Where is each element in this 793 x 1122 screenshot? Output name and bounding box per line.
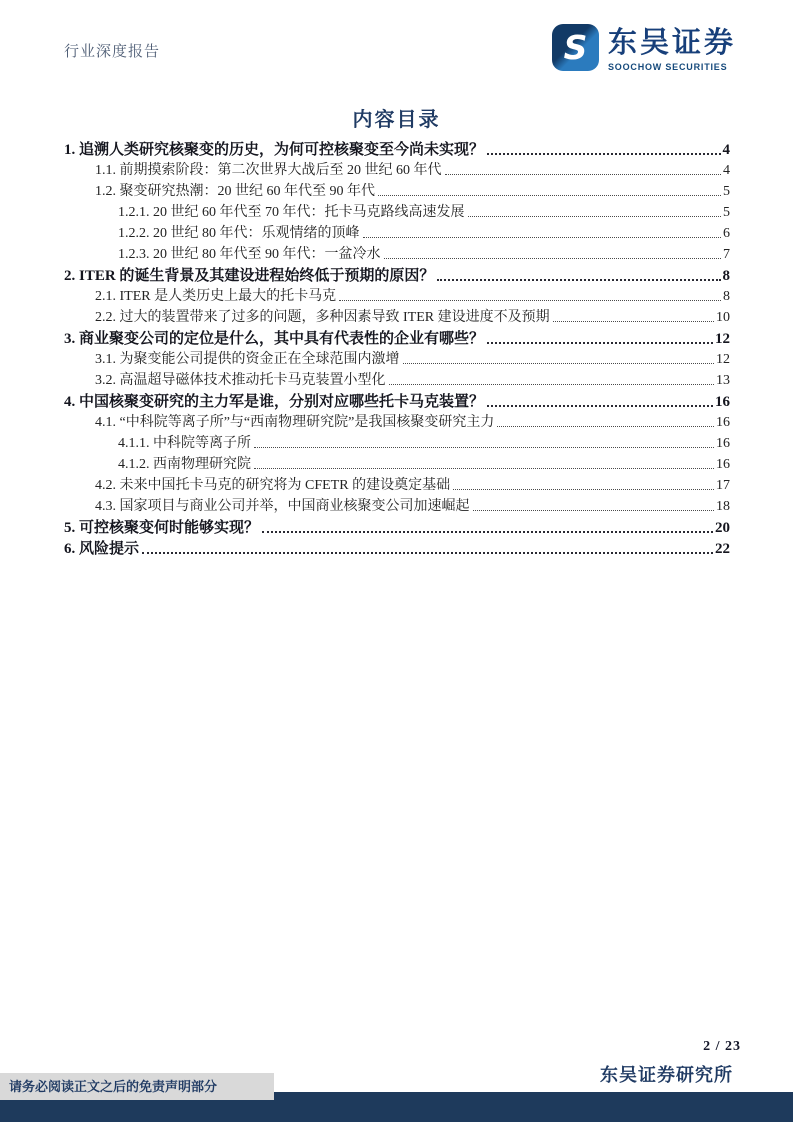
toc-page-number: 5 — [723, 184, 730, 199]
toc-entry-label: 3. 商业聚变公司的定位是什么，其中具有代表性的企业有哪些？ — [64, 331, 485, 347]
toc-leader-dots — [403, 363, 715, 364]
toc-entry-label: 3.2. 高温超导磁体技术推动托卡马克装置小型化 — [95, 373, 386, 388]
toc-page-number: 12 — [715, 331, 730, 347]
toc-entry[interactable] — [64, 327, 730, 348]
toc-leader-dots — [453, 489, 714, 490]
toc-leader-dots — [487, 153, 720, 155]
toc-entry[interactable] — [64, 201, 730, 222]
toc-entry[interactable] — [64, 516, 730, 537]
toc-page-number: 10 — [716, 310, 730, 325]
toc-entry-label: 1.2.2. 20 世纪 80 年代：乐观情绪的顶峰 — [118, 226, 360, 241]
toc-page-number: 20 — [715, 520, 730, 536]
toc-entry-label: 5. 可控核聚变何时能够实现？ — [64, 520, 260, 536]
toc-page-number: 4 — [722, 142, 730, 158]
research-institute-label: 东吴证券研究所 — [600, 1065, 733, 1085]
toc-leader-dots — [389, 384, 715, 385]
toc-entry-label: 2. ITER 的诞生背景及其建设进程始终低于预期的原因？ — [64, 268, 435, 284]
toc-page-number: 16 — [716, 457, 730, 472]
toc-entry[interactable] — [64, 180, 730, 201]
toc-entry[interactable] — [64, 348, 730, 369]
toc-leader-dots — [553, 321, 714, 322]
toc-page-number: 7 — [723, 247, 730, 262]
toc-page-number: 4 — [723, 163, 730, 178]
toc-entry-label: 4.1.1. 中科院等离子所 — [118, 436, 251, 451]
toc-entry[interactable] — [64, 369, 730, 390]
brand-name-en: SOOCHOW SECURITIES — [607, 61, 728, 72]
toc-leader-dots — [468, 216, 722, 217]
toc-entry[interactable] — [64, 390, 730, 411]
disclaimer-note: 请务必阅读正文之后的免责声明部分 — [0, 1073, 274, 1100]
toc-entry-label: 1.2. 聚变研究热潮：20 世纪 60 年代至 90 年代 — [95, 184, 375, 199]
toc-entry[interactable] — [64, 474, 730, 495]
toc-entry[interactable] — [64, 138, 730, 159]
report-type-label: 行业深度报告 — [64, 44, 161, 60]
toc-entry-label: 4.1. “中科院等离子所”与“西南物理研究院”是我国核聚变研究主力 — [95, 415, 495, 430]
toc-entry[interactable] — [64, 537, 730, 558]
toc-leader-dots — [142, 552, 713, 554]
toc-entry[interactable] — [64, 264, 730, 285]
toc-leader-dots — [254, 447, 714, 448]
toc-leader-dots — [378, 195, 721, 196]
toc-entry-label: 2.2. 过大的装置带来了过多的问题，多种因素导致 ITER 建设进度不及预期 — [95, 310, 550, 325]
toc-leader-dots — [487, 342, 713, 344]
toc-entry-label: 6. 风险提示 — [64, 541, 140, 557]
toc-entry-label: 1.2.3. 20 世纪 80 年代至 90 年代：一盆冷水 — [118, 247, 381, 262]
toc-entry-label: 3.1. 为聚变能公司提供的资金正在全球范围内激增 — [95, 352, 400, 367]
toc-page-number: 18 — [716, 499, 730, 514]
toc-entry[interactable] — [64, 243, 730, 264]
toc-title: 内容目录 — [352, 109, 441, 131]
brand-logo — [552, 24, 736, 76]
toc-page-number: 6 — [723, 226, 730, 241]
page-indicator: 2 / 23 — [703, 1039, 741, 1054]
toc-entry-label: 4. 中国核聚变研究的主力军是谁，分别对应哪些托卡马克装置？ — [64, 394, 485, 410]
toc-leader-dots — [437, 279, 720, 281]
toc-leader-dots — [497, 426, 714, 427]
toc-leader-dots — [363, 237, 722, 238]
svg-text:S: S — [563, 28, 588, 67]
toc-entry-label: 1.1. 前期摸索阶段：第二次世界大战后至 20 世纪 60 年代 — [95, 163, 442, 178]
toc-entry-label: 1. 追溯人类研究核聚变的历史，为何可控核聚变至今尚未实现？ — [64, 142, 485, 158]
soochow-logo-icon — [552, 24, 599, 76]
toc-entry[interactable] — [64, 495, 730, 516]
brand-name-cn: 东吴证券 — [607, 27, 736, 60]
toc-entry-label: 1.2.1. 20 世纪 60 年代至 70 年代：托卡马克路线高速发展 — [118, 205, 465, 220]
toc-leader-dots — [339, 300, 721, 301]
toc-entry[interactable] — [64, 222, 730, 243]
toc-entry-label: 4.2. 未来中国托卡马克的研究将为 CFETR 的建设奠定基础 — [95, 478, 451, 493]
toc-leader-dots — [262, 531, 713, 533]
toc-page-number: 13 — [716, 373, 730, 388]
toc-entry[interactable] — [64, 411, 730, 432]
toc-page-number: 16 — [716, 415, 730, 430]
toc-entry-label: 4.1.2. 西南物理研究院 — [118, 457, 251, 472]
toc-entry-label: 2.1. ITER 是人类历史上最大的托卡马克 — [95, 289, 337, 304]
toc-leader-dots — [254, 468, 714, 469]
toc-page-number: 8 — [722, 268, 730, 284]
toc-leader-dots — [473, 510, 715, 511]
toc-leader-dots — [384, 258, 722, 259]
toc-page-number: 8 — [723, 289, 730, 304]
toc-page-number: 16 — [716, 436, 730, 451]
toc-entry[interactable] — [64, 432, 730, 453]
toc-page-number: 5 — [723, 205, 730, 220]
toc-entry[interactable] — [64, 453, 730, 474]
toc-leader-dots — [487, 405, 713, 407]
toc-page-number: 22 — [715, 541, 730, 557]
brand-names — [608, 28, 736, 71]
toc-page-number: 12 — [716, 352, 730, 367]
toc-entry[interactable] — [64, 159, 730, 180]
toc-entry[interactable] — [64, 306, 730, 327]
toc-entry[interactable] — [64, 285, 730, 306]
toc-page-number: 16 — [715, 394, 730, 410]
toc-page-number: 17 — [716, 478, 730, 493]
toc-list — [64, 138, 730, 558]
toc-leader-dots — [445, 174, 722, 175]
toc-entry-label: 4.3. 国家项目与商业公司并举，中国商业核聚变公司加速崛起 — [95, 499, 470, 514]
